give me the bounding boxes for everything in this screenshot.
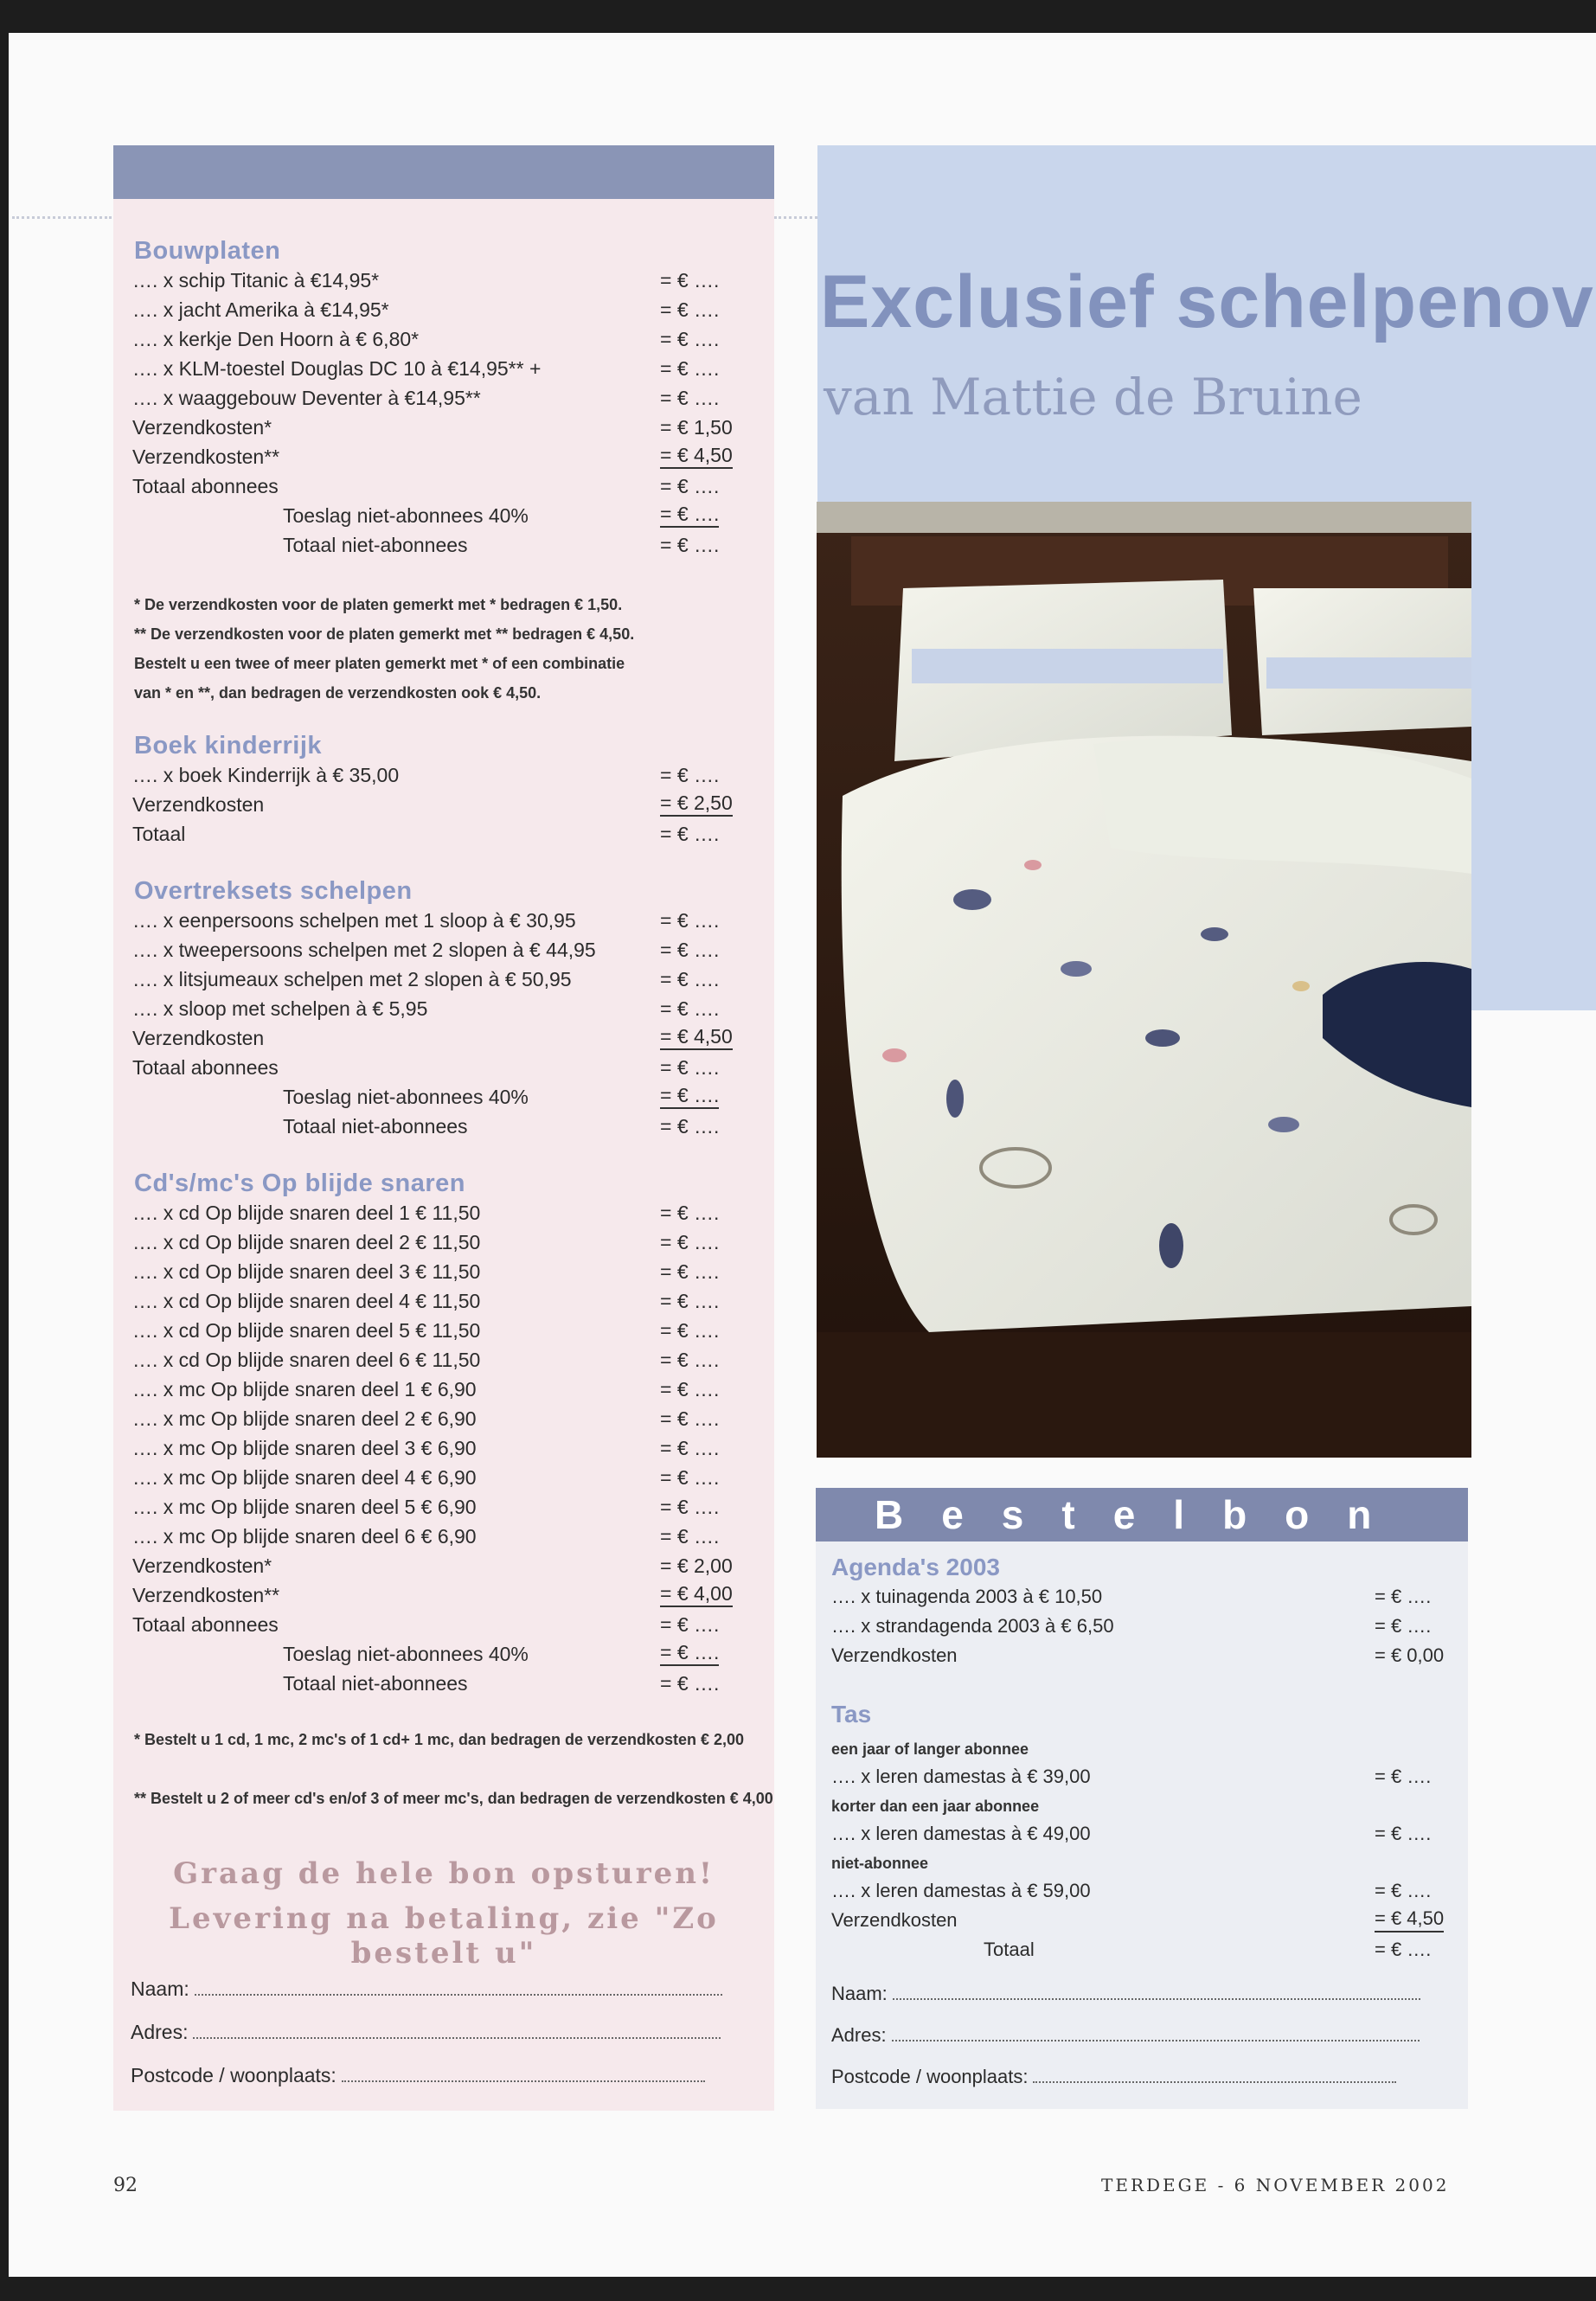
shipping-note: Bestelt u een twee of meer platen gemerkt met * of een combinatie [134,655,625,672]
shipping-line: Verzendkosten** = € 4,00 [132,1582,733,1606]
order-line[interactable]: …. x leren damestas à € 59,00 = € …. [831,1880,1432,1901]
form-header-band [113,145,774,199]
dotted-rule-left [12,216,112,219]
subscriber-category: een jaar of langer abonnee [831,1740,1029,1758]
subscriber-category: korter dan een jaar abonnee [831,1798,1040,1815]
shipping-note: ** De verzendkosten voor de platen gemerkt met ** bedragen € 4,50. [134,625,635,643]
shipping-note: ** Bestelt u 2 of meer cd's en/of 3 of meer mc's, dan bedragen de verzendkosten € 4,00 [134,1790,773,1807]
total-line[interactable]: Totaal = € …. [984,1939,1432,1960]
shipping-line: Verzendkosten* = € 2,00 [132,1554,733,1577]
shipping-note: van * en **, dan bedragen de verzendkosten ook € 4,50. [134,684,542,702]
order-line[interactable]: …. x mc Op blijde snaren deel 2 € 6,90 = € …. [132,1407,720,1430]
name-field[interactable]: Naam: [131,1977,722,2001]
surcharge-line[interactable]: Toeslag niet-abonnees 40% = € …. [283,1641,720,1665]
order-form-right [816,1488,1468,2109]
total-line[interactable]: Totaal niet-abonnees = € …. [283,1115,720,1138]
total-line[interactable]: Totaal niet-abonnees = € …. [283,1672,720,1695]
order-line[interactable]: …. x leren damestas à € 39,00 = € …. [831,1766,1432,1787]
order-line[interactable]: …. x mc Op blijde snaren deel 3 € 6,90 = € …. [132,1437,720,1459]
address-field[interactable]: Adres: [831,2024,1420,2047]
cta-delivery-note: Levering na betaling, zie "Zo bestelt u" [169,1901,719,1971]
order-line[interactable]: …. x cd Op blijde snaren deel 4 € 11,50 = € …. [132,1290,720,1312]
postcode-city-field[interactable]: Postcode / woonplaats: [131,2064,705,2087]
shipping-line: Verzendkosten = € 0,00 [831,1644,1445,1666]
order-line[interactable]: …. x mc Op blijde snaren deel 1 € 6,90 = € …. [132,1378,720,1400]
page-number: 92 [113,2175,138,2196]
order-line[interactable]: …. x cd Op blijde snaren deel 1 € 11,50 = € …. [132,1202,720,1224]
shipping-note: * De verzendkosten voor de platen gemerkt met * bedragen € 1,50. [134,596,623,613]
total-line[interactable]: Totaal niet-abonnees = € …. [283,534,720,556]
order-line[interactable]: …. x cd Op blijde snaren deel 2 € 11,50 = € …. [132,1231,720,1253]
order-line[interactable]: …. x cd Op blijde snaren deel 6 € 11,50 = € …. [132,1349,720,1371]
bestelbon-title: Bestelbon [816,1488,1468,1541]
section-title-boek: Boek kinderrijk [134,732,323,760]
subscriber-category: niet-abonnee [831,1855,929,1872]
order-form-left [113,145,774,2111]
order-line[interactable]: …. x kerkje Den Hoorn à € 6,80* = € …. [132,328,720,350]
section-title-bouwplaten: Bouwplaten [134,237,281,265]
surcharge-line[interactable]: Toeslag niet-abonnees 40% = € …. [283,503,720,527]
cta-send-whole-form: Graag de hele bon opsturen! [173,1856,715,1891]
order-line[interactable]: …. x litsjumeaux schelpen met 2 slopen à € 50,95 = € …. [132,968,720,990]
order-line[interactable]: …. x waaggebouw Deventer à €14,95** = € …. [132,387,720,409]
address-field[interactable]: Adres: [131,2021,721,2044]
order-line[interactable]: …. x jacht Amerika à €14,95* = € …. [132,298,720,321]
order-line[interactable]: …. x tweepersoons schelpen met 2 slopen à € 44,95 = € …. [132,939,720,961]
order-line[interactable]: …. x KLM-toestel Douglas DC 10 à €14,95** + = € …. [132,357,720,380]
total-line[interactable]: Totaal abonnees = € …. [132,1613,720,1636]
publication-footer: TERDEGE - 6 NOVEMBER 2002 [1101,2175,1450,2195]
scan-border-bottom [0,2277,1596,2301]
scan-border-left [0,0,9,2301]
order-line[interactable]: …. x eenpersoons schelpen met 1 sloop à € 30,95 = € …. [132,909,720,932]
order-line[interactable]: …. x cd Op blijde snaren deel 3 € 11,50 = € …. [132,1260,720,1283]
order-line[interactable]: …. x tuinagenda 2003 à € 10,50 = € …. [831,1586,1432,1607]
section-title-tas: Tas [831,1701,872,1727]
order-line[interactable]: …. x strandagenda 2003 à € 6,50 = € …. [831,1615,1432,1637]
total-line[interactable]: Totaal = € …. [132,823,720,845]
order-line[interactable]: …. x leren damestas à € 49,00 = € …. [831,1823,1432,1844]
total-line[interactable]: Totaal abonnees = € …. [132,475,720,497]
section-title-agendas: Agenda's 2003 [831,1554,1000,1580]
total-line[interactable]: Totaal abonnees = € …. [132,1056,720,1079]
section-title-cds: Cd's/mc's Op blijde snaren [134,1170,465,1197]
scan-border-top [0,0,1596,33]
name-field[interactable]: Naam: [831,1983,1420,2005]
order-line[interactable]: …. x sloop met schelpen à € 5,95 = € …. [132,997,720,1020]
shipping-line: Verzendkosten = € 2,50 [132,792,733,816]
postcode-city-field[interactable]: Postcode / woonplaats: [831,2066,1396,2088]
article-byline: van Mattie de Bruine [824,368,1362,426]
order-line[interactable]: …. x cd Op blijde snaren deel 5 € 11,50 = € …. [132,1319,720,1342]
order-line[interactable]: …. x mc Op blijde snaren deel 6 € 6,90 = € …. [132,1525,720,1548]
order-line[interactable]: …. x mc Op blijde snaren deel 4 € 6,90 = € …. [132,1466,720,1489]
order-line[interactable]: …. x mc Op blijde snaren deel 5 € 6,90 = € …. [132,1496,720,1518]
shipping-line: Verzendkosten = € 4,50 [831,1907,1445,1931]
section-title-overtreksets: Overtreksets schelpen [134,877,413,905]
article-headline: Exclusief schelpenov [820,260,1594,343]
shipping-line: Verzendkosten = € 4,50 [132,1025,733,1049]
shipping-line: Verzendkosten* = € 1,50 [132,416,733,439]
order-line[interactable]: …. x schip Titanic à €14,95* = € …. [132,269,720,292]
shipping-line: Verzendkosten** = € 4,50 [132,444,733,468]
surcharge-line[interactable]: Toeslag niet-abonnees 40% = € …. [283,1084,720,1108]
duvet-photo [817,502,1471,1458]
shipping-note: * Bestelt u 1 cd, 1 mc, 2 mc's of 1 cd+ 1 mc, dan bedragen de verzendkosten € 2,00 [134,1731,745,1748]
order-line[interactable]: …. x boek Kinderrijk à € 35,00 = € …. [132,764,720,786]
